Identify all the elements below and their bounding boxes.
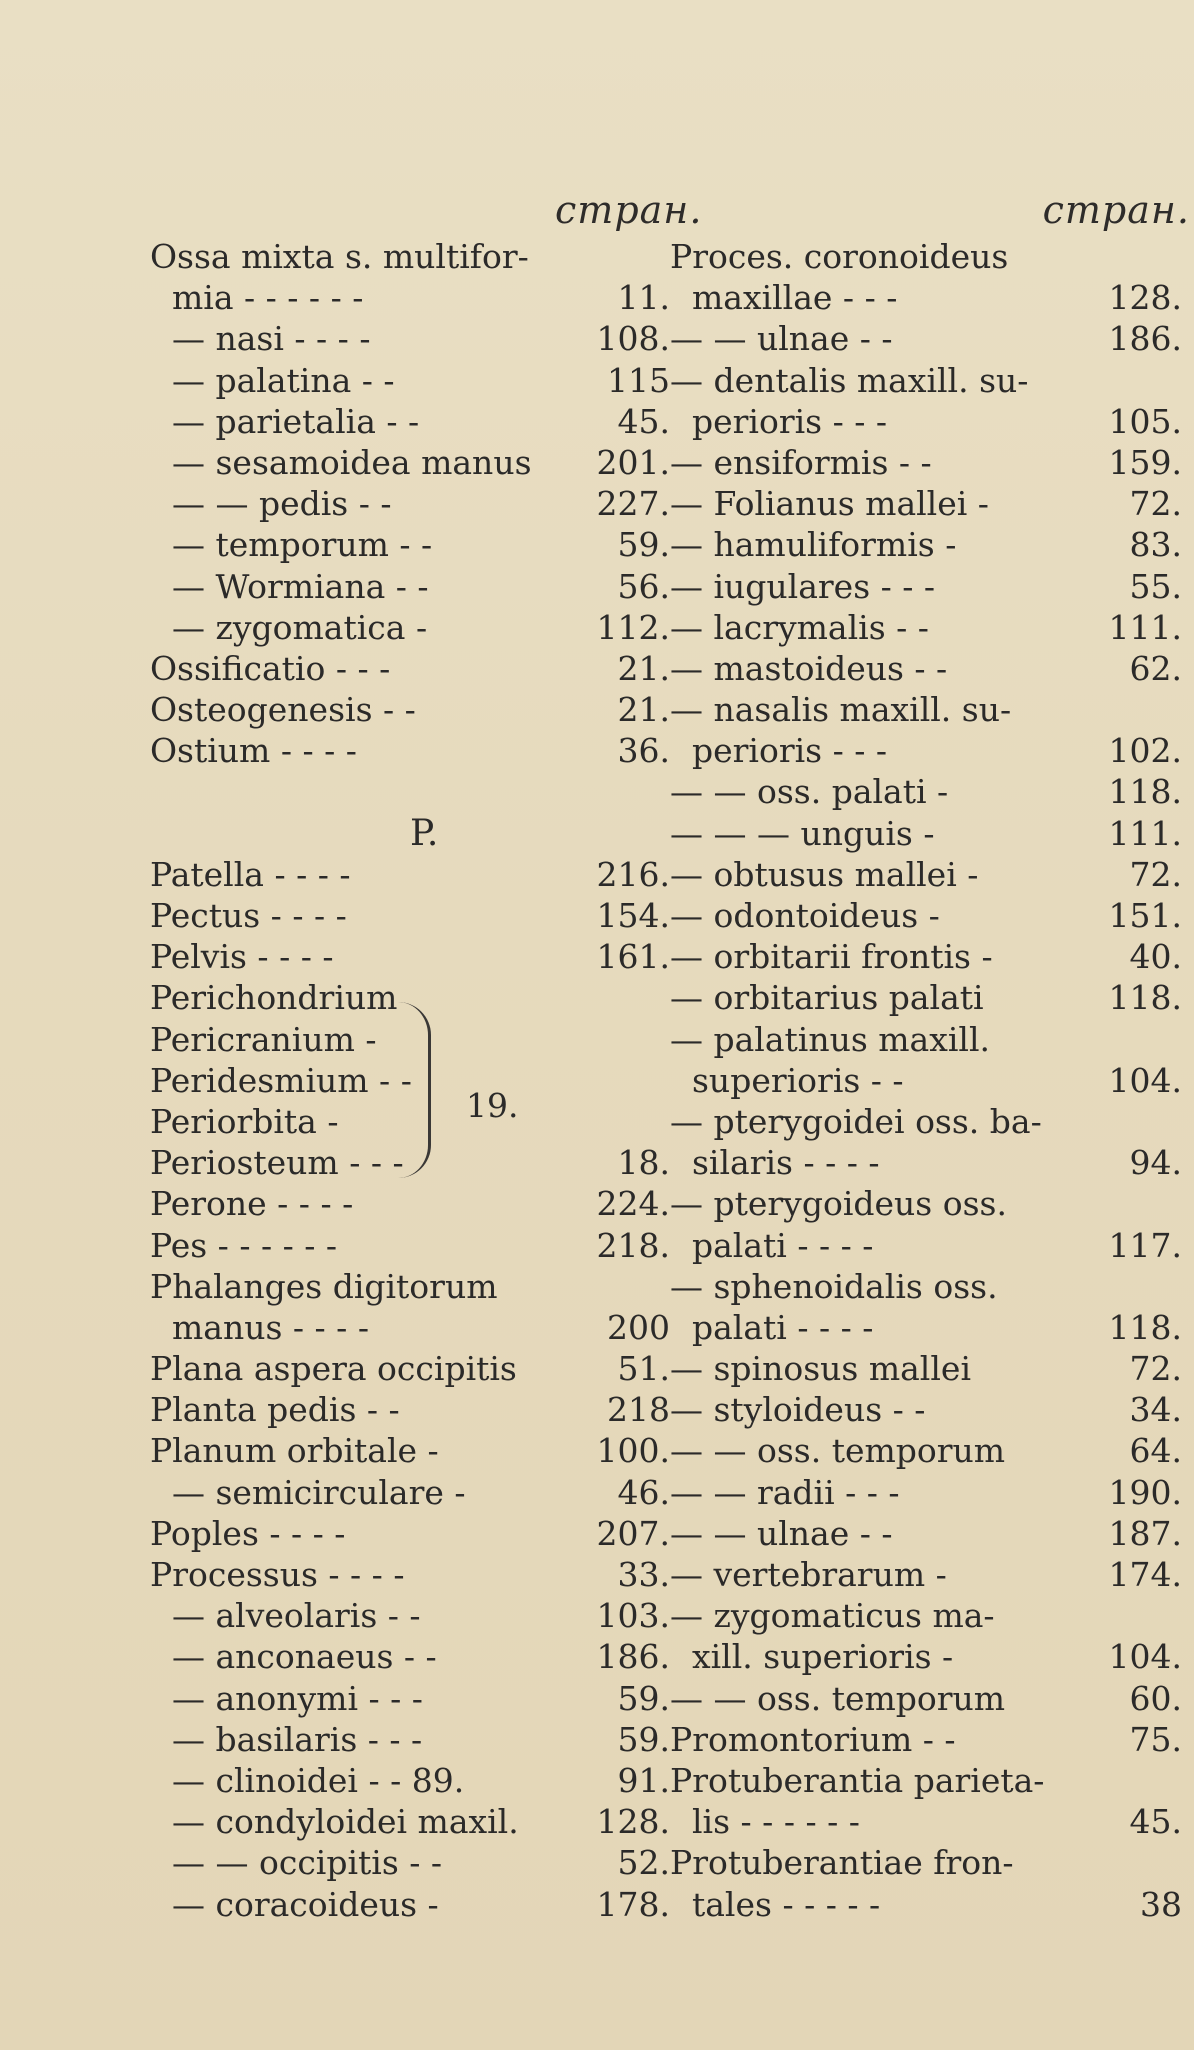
index-entry (670, 648, 1190, 689)
entry-term: lis - - - - - - (692, 1802, 860, 1842)
index-entry (150, 936, 670, 977)
entry-term: Pes - - - - - - (150, 1225, 338, 1265)
entry-term: — sphenoidalis oss. (670, 1266, 998, 1306)
index-entry (670, 1513, 1190, 1554)
entry-term: Ostium - - - - (150, 731, 357, 771)
entry-term: — condyloidei maxil. (172, 1802, 519, 1842)
entry-term: Ossificatio - - - (150, 648, 391, 688)
entry-page-number: 159. (1108, 442, 1182, 482)
entry-term: Protuberantia parieta- (670, 1760, 1045, 1800)
entry-page-number: 118. (1108, 1307, 1182, 1347)
index-entry (150, 771, 670, 812)
index-entry (150, 401, 670, 442)
index-entry (670, 813, 1190, 854)
index-entry (150, 689, 670, 730)
entry-term: Poples - - - - (150, 1513, 346, 1553)
index-entry (670, 1348, 1190, 1389)
entry-term: Processus - - - - (150, 1555, 405, 1594)
index-entry (150, 648, 670, 689)
entry-term: Promontorium - - (670, 1719, 956, 1759)
index-entry (150, 1389, 670, 1430)
entry-page-number: 118. (1108, 772, 1182, 812)
entry-term: — mastoideus - - (670, 648, 948, 688)
index-entry (670, 1019, 1190, 1060)
entry-page-number: 105. (1108, 401, 1182, 441)
index-entry (150, 1760, 670, 1801)
entry-term: — hamuliformis - (670, 525, 957, 565)
entry-page-number: 200 (607, 1307, 670, 1347)
entry-page-number: 34. (1129, 1390, 1182, 1430)
index-entry (150, 1472, 670, 1513)
entry-term: — Wormiana - - (172, 566, 429, 606)
entry-term: — clinoidei - - 89. (172, 1760, 465, 1800)
entry-term: — orbitarius palati (670, 978, 984, 1018)
entry-page-number: 227. (596, 484, 670, 524)
entry-page-number: 108. (596, 319, 670, 359)
entry-term: silaris - - - - (692, 1143, 880, 1183)
entry-page-number: 38 (1140, 1884, 1182, 1924)
entry-page-number: 46. (617, 1472, 670, 1512)
index-entry (150, 1595, 670, 1636)
entry-term: perioris - - - (692, 401, 888, 441)
entry-term: — — ulnae - - (670, 319, 893, 359)
index-entry (670, 1636, 1190, 1677)
entry-term: — palatinus maxill. (670, 1019, 990, 1059)
entry-term: — anonymi - - - (172, 1678, 423, 1718)
entry-term: — orbitarii frontis - (670, 937, 993, 977)
entry-term: tales - - - - - (692, 1884, 881, 1924)
index-entry (670, 442, 1190, 483)
entry-page-number: 174. (1108, 1555, 1182, 1594)
index-entry (670, 1060, 1190, 1101)
index-entry (670, 318, 1190, 359)
index-entry (670, 1183, 1190, 1224)
entry-page-number: 112. (596, 607, 670, 647)
index-entry (150, 1636, 670, 1677)
entry-term: Ossa mixta s. multifor- (150, 237, 529, 276)
entry-term: — semicirculare - (172, 1472, 466, 1512)
entry-term: xill. superioris - (692, 1637, 954, 1677)
brace-page-number: 19. (466, 1086, 519, 1125)
entry-page-number: 55. (1129, 566, 1182, 606)
index-entry (150, 1554, 670, 1595)
entry-page-number: 100. (596, 1431, 670, 1471)
index-entry (670, 1842, 1190, 1883)
entry-term: — vertebrarum - (670, 1555, 947, 1594)
entry-term: Pericranium - (150, 1019, 377, 1059)
index-entry (670, 1225, 1190, 1266)
index-entry (670, 936, 1190, 977)
entry-page-number: 187. (1108, 1513, 1182, 1553)
entry-page-number: 83. (1129, 525, 1182, 565)
index-entry (670, 1307, 1190, 1348)
entry-term: manus - - - - (172, 1307, 369, 1347)
entry-page-number: 117. (1108, 1225, 1182, 1265)
index-column-right (670, 236, 1190, 1925)
index-entry (670, 895, 1190, 936)
index-entry (150, 730, 670, 771)
index-entry (670, 1472, 1190, 1513)
entry-term: — lacrymalis - - (670, 607, 929, 647)
entry-page-number: 62. (1129, 648, 1182, 688)
entry-page-number: 102. (1108, 731, 1182, 771)
entry-page-number: 154. (596, 896, 670, 935)
entry-page-number: 118. (1108, 978, 1182, 1018)
entry-term: — temporum - - (172, 525, 433, 565)
entry-page-number: 111. (1108, 813, 1182, 853)
entry-page-number: 40. (1129, 937, 1182, 977)
entry-page-number: 21. (617, 648, 670, 688)
entry-page-number: 207. (596, 1513, 670, 1553)
index-entry (670, 607, 1190, 648)
entry-page-number: 111. (1108, 607, 1182, 647)
index-entry (150, 1678, 670, 1719)
entry-page-number: 218 (607, 1390, 670, 1430)
entry-term: Perone - - - - (150, 1184, 354, 1224)
entry-page-number: 75. (1129, 1719, 1182, 1759)
index-entry (670, 1678, 1190, 1719)
index-entry (670, 854, 1190, 895)
entry-term: — — pedis - - (172, 484, 392, 524)
entry-term: — — oss. palati - (670, 772, 949, 812)
entry-term: — pterygoideus oss. (670, 1184, 1007, 1224)
entry-page-number: 64. (1129, 1431, 1182, 1471)
entry-page-number: 59. (617, 1719, 670, 1759)
entry-term: Planum orbitale - (150, 1431, 439, 1471)
index-entry (670, 1595, 1190, 1636)
index-entry (670, 1554, 1190, 1595)
index-entry (150, 813, 670, 854)
entry-page-number: 52. (617, 1843, 670, 1883)
entry-term: Perichondrium (150, 978, 398, 1018)
entry-term: — spinosus mallei (670, 1349, 971, 1389)
index-entry (670, 277, 1190, 318)
entry-page-number: 216. (596, 854, 670, 894)
entry-term: — Folianus mallei - (670, 484, 989, 524)
entry-term: — coracoideus - (172, 1884, 439, 1924)
entry-page-number: 178. (596, 1884, 670, 1924)
entry-term: — iugulares - - - (670, 566, 936, 606)
index-entry (150, 318, 670, 359)
entry-page-number: 128. (1108, 278, 1182, 318)
entry-page-number: 72. (1129, 484, 1182, 524)
entry-page-number: 104. (1108, 1060, 1182, 1100)
index-entry (150, 524, 670, 565)
index-entry (150, 360, 670, 401)
index-entry (670, 771, 1190, 812)
entry-page-number: 94. (1129, 1143, 1182, 1183)
index-entry (670, 977, 1190, 1018)
index-entry (670, 1760, 1190, 1801)
entry-term: maxillae - - - (692, 278, 898, 318)
entry-term: — — oss. temporum (670, 1678, 1006, 1718)
entry-term: — — oss. temporum (670, 1431, 1006, 1471)
entry-page-number: 115 (607, 360, 670, 400)
entry-term: — nasi - - - - (172, 319, 371, 359)
index-entry (670, 730, 1190, 771)
entry-page-number: 161. (596, 937, 670, 977)
entry-term: Pectus - - - - (150, 896, 347, 935)
index-entry (150, 1307, 670, 1348)
entry-page-number: 72. (1129, 854, 1182, 894)
index-entry (670, 1801, 1190, 1842)
entry-page-number: 51. (617, 1349, 670, 1389)
entry-term: — pterygoidei oss. ba- (670, 1101, 1042, 1141)
entry-term: — basilaris - - - (172, 1719, 423, 1759)
entry-term: — — occipitis - - (172, 1843, 443, 1883)
index-entry (670, 401, 1190, 442)
entry-page-number: 59. (617, 525, 670, 565)
entry-term: perioris - - - (692, 731, 888, 771)
entry-term: — sesamoidea manus (172, 442, 532, 482)
entry-term: Planta pedis - - (150, 1390, 400, 1430)
entry-term: Pelvis - - - - (150, 937, 334, 977)
index-entry (150, 236, 670, 277)
entry-page-number: 151. (1108, 896, 1182, 935)
index-entry (150, 1842, 670, 1883)
entry-term: — ensiformis - - (670, 442, 932, 482)
entry-page-number: 60. (1129, 1678, 1182, 1718)
entry-page-number: 21. (617, 690, 670, 730)
index-entry (670, 1430, 1190, 1471)
entry-term: mia - - - - - - (172, 278, 364, 318)
entry-term: — odontoideus - (670, 896, 940, 935)
index-entry (150, 1430, 670, 1471)
index-entry (150, 566, 670, 607)
entry-term: Periorbita - (150, 1101, 339, 1141)
index-entry (670, 360, 1190, 401)
entry-page-number: 11. (617, 278, 670, 318)
index-entry (150, 1183, 670, 1224)
entry-page-number: 218. (596, 1225, 670, 1265)
index-entry (670, 689, 1190, 730)
entry-term: — anconaeus - - (172, 1637, 437, 1677)
entry-term: Patella - - - - (150, 854, 351, 894)
entry-page-number: 59. (617, 1678, 670, 1718)
index-entry (670, 1101, 1190, 1142)
entry-term: — — radii - - - (670, 1472, 900, 1512)
index-entry (670, 1719, 1190, 1760)
entry-page-number: 56. (617, 566, 670, 606)
entry-term: palati - - - - (692, 1307, 874, 1347)
entry-page-number: 186. (596, 1637, 670, 1677)
entry-term: palati - - - - (692, 1225, 874, 1265)
index-entry (150, 1348, 670, 1389)
curly-brace (398, 1002, 431, 1178)
index-entry (150, 607, 670, 648)
index-entry (150, 854, 670, 895)
entry-term: — parietalia - - (172, 401, 420, 441)
index-entry (150, 895, 670, 936)
entry-term: — styloideus - - (670, 1390, 926, 1430)
entry-page-number: 190. (1108, 1472, 1182, 1512)
index-entry (150, 1513, 670, 1554)
entry-page-number: 45. (617, 401, 670, 441)
entry-term: Plana aspera occipitis (150, 1349, 517, 1389)
page-column-header-left: стран. (555, 188, 703, 232)
entry-term: — zygomaticus ma- (670, 1596, 995, 1636)
index-entry (670, 236, 1190, 277)
index-entry (150, 277, 670, 318)
entry-term: superioris - - (692, 1060, 904, 1100)
entry-page-number: 186. (1108, 319, 1182, 359)
entry-term: Proces. coronoideus (670, 237, 1009, 276)
page-column-header-right: стран. (1042, 188, 1190, 232)
entry-term: — dentalis maxill. su- (670, 360, 1029, 400)
index-entry (670, 566, 1190, 607)
index-entry (150, 442, 670, 483)
index-entry (150, 1884, 670, 1925)
index-entry (670, 1884, 1190, 1925)
entry-term: — — ulnae - - (670, 1513, 893, 1553)
index-entry (670, 483, 1190, 524)
entry-page-number: 18. (617, 1143, 670, 1183)
entry-page-number: 72. (1129, 1349, 1182, 1389)
entry-term: Periosteum - - - (150, 1143, 404, 1183)
index-entry (670, 1142, 1190, 1183)
entry-page-number: 45. (1129, 1802, 1182, 1842)
entry-term: Peridesmium - - (150, 1060, 412, 1100)
entry-page-number: 224. (596, 1184, 670, 1224)
entry-term: — alveolaris - - (172, 1596, 421, 1636)
index-entry (150, 483, 670, 524)
section-letter: P. (410, 812, 439, 854)
entry-term: — — — unguis - (670, 813, 935, 853)
entry-term: — zygomatica - (172, 607, 428, 647)
index-entry (670, 524, 1190, 565)
entry-page-number: 128. (596, 1802, 670, 1842)
entry-term: — obtusus mallei - (670, 854, 979, 894)
index-entry (670, 1389, 1190, 1430)
entry-page-number: 103. (596, 1596, 670, 1636)
index-entry (150, 1225, 670, 1266)
entry-page-number: 201. (596, 442, 670, 482)
entry-term: — nasalis maxill. su- (670, 690, 1012, 730)
index-entry (150, 1801, 670, 1842)
entry-page-number: 36. (617, 731, 670, 771)
index-entry (670, 1266, 1190, 1307)
entry-term: Phalanges digitorum (150, 1266, 498, 1306)
index-entry (150, 1719, 670, 1760)
entry-term: — palatina - - (172, 360, 395, 400)
index-entry (150, 1266, 670, 1307)
entry-term: Protuberantiae fron- (670, 1843, 1014, 1883)
entry-page-number: 91. (617, 1760, 670, 1800)
entry-page-number: 104. (1108, 1637, 1182, 1677)
entry-page-number: 33. (617, 1555, 670, 1594)
entry-term: Osteogenesis - - (150, 690, 416, 730)
